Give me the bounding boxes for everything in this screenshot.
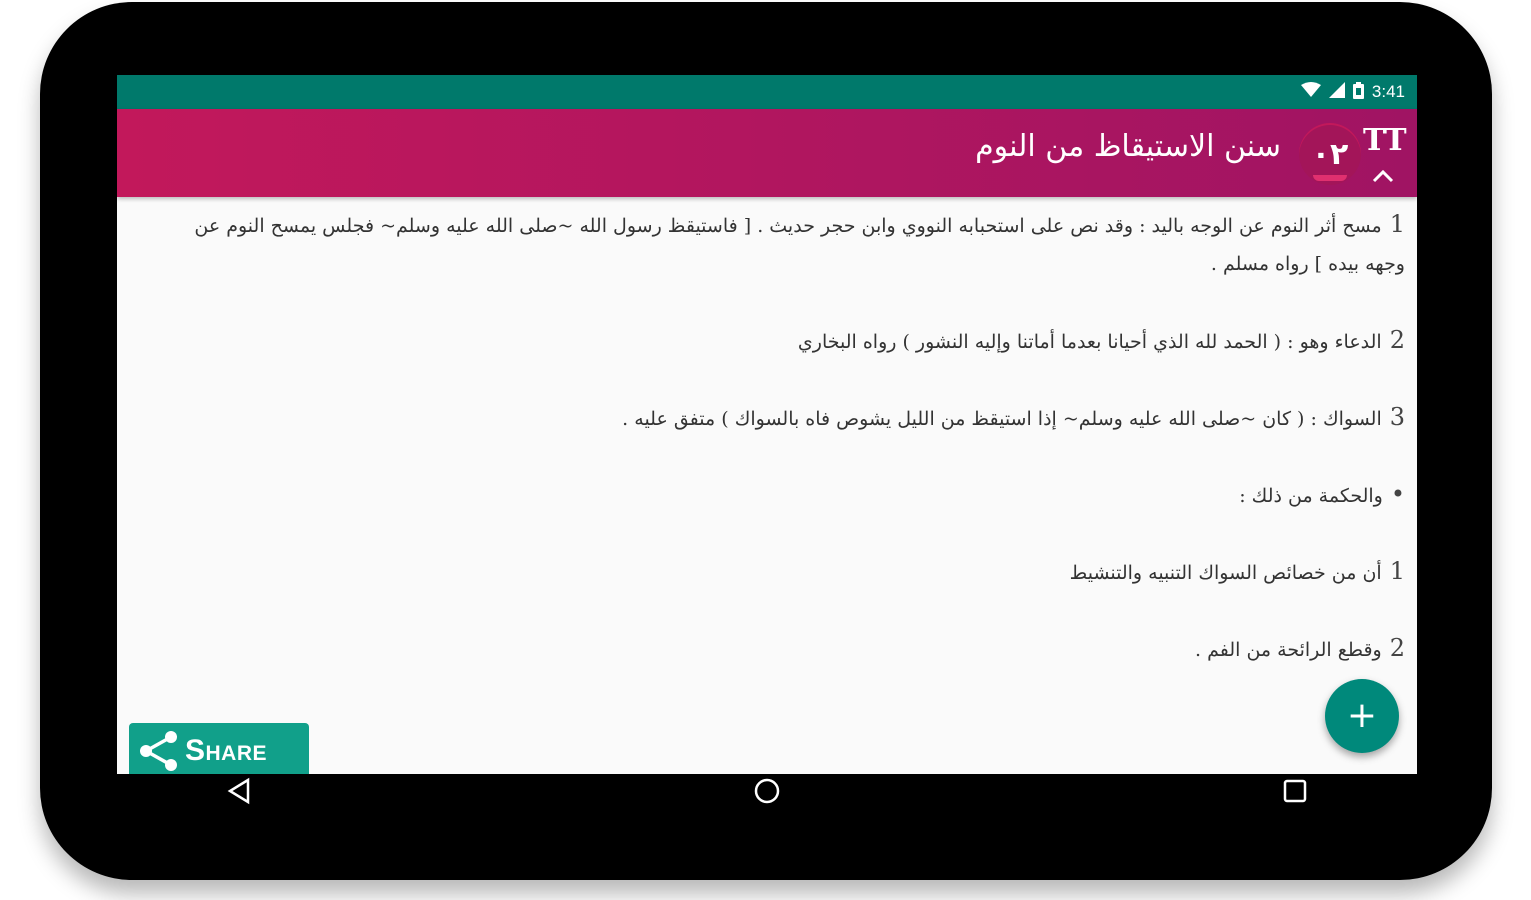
chapter-title: سنن الاستيقاظ من النوم bbox=[975, 129, 1281, 164]
back-icon bbox=[224, 776, 254, 806]
paragraph bbox=[169, 552, 1405, 592]
status-time: 3:41 bbox=[1371, 82, 1405, 101]
font-size-icon: TT bbox=[1363, 123, 1407, 158]
paragraph-number: 1 bbox=[1389, 210, 1405, 238]
paragraph-number: 3 bbox=[1389, 403, 1405, 431]
paragraph bbox=[169, 629, 1405, 669]
navigation-bar bbox=[117, 774, 1417, 808]
collapse-button[interactable] bbox=[1369, 165, 1397, 189]
article-content bbox=[117, 205, 1417, 765]
paragraph-number: 2 bbox=[1389, 634, 1405, 662]
paragraph-text: وقطع الرائحة من الفم . bbox=[1195, 639, 1382, 661]
share-label: Share bbox=[185, 734, 268, 767]
chapter-number-badge: ٠٢ bbox=[1299, 123, 1361, 185]
battery-icon bbox=[1353, 82, 1364, 103]
paragraph bbox=[169, 475, 1405, 515]
home-icon bbox=[752, 776, 782, 806]
paragraph-number: • bbox=[1390, 480, 1405, 508]
paragraph bbox=[169, 205, 1405, 283]
app-bar bbox=[117, 109, 1417, 197]
paragraph-text: السواك : ( كان ~صلى الله عليه وسلم~ إذا استيقظ من الليل يشوص فاه بالسواك ) متفق عليه . bbox=[622, 408, 1382, 430]
chevron-up-icon bbox=[1372, 169, 1394, 183]
paragraph-text: مسح أثر النوم عن الوجه باليد : وقد نص على استحبابه النووي وابن حجر حديث . [ فاستيقظ رسول الله ~صلى الله عليه وسلم~ فجلس يمسح النوم عن وجهه بيده ] رواه مسلم . bbox=[194, 215, 1405, 275]
paragraph bbox=[169, 321, 1405, 361]
plus-icon: + bbox=[1346, 695, 1378, 736]
font-size-button[interactable] bbox=[1363, 123, 1407, 159]
recents-button[interactable] bbox=[1280, 776, 1310, 806]
share-button[interactable] bbox=[129, 723, 309, 774]
paragraph-text: الدعاء وهو : ( الحمد لله الذي أحيانا بعدما أماتنا وإليه النشور ) رواه البخاري bbox=[797, 331, 1382, 353]
add-fab-button[interactable] bbox=[1325, 679, 1399, 753]
recents-icon bbox=[1280, 776, 1310, 806]
paragraph-text: أن من خصائص السواك التنبيه والتنشيط bbox=[1069, 562, 1382, 584]
share-icon bbox=[137, 729, 181, 773]
paragraph-text: والحكمة من ذلك : bbox=[1239, 485, 1383, 507]
signal-icon bbox=[1329, 82, 1345, 102]
paragraph-number: 1 bbox=[1389, 557, 1405, 585]
wifi-icon bbox=[1301, 82, 1321, 102]
app-screen bbox=[117, 75, 1417, 774]
home-button[interactable] bbox=[752, 776, 782, 806]
status-bar bbox=[117, 75, 1417, 109]
paragraph bbox=[169, 398, 1405, 438]
paragraph-number: 2 bbox=[1389, 326, 1405, 354]
back-button[interactable] bbox=[224, 776, 254, 806]
